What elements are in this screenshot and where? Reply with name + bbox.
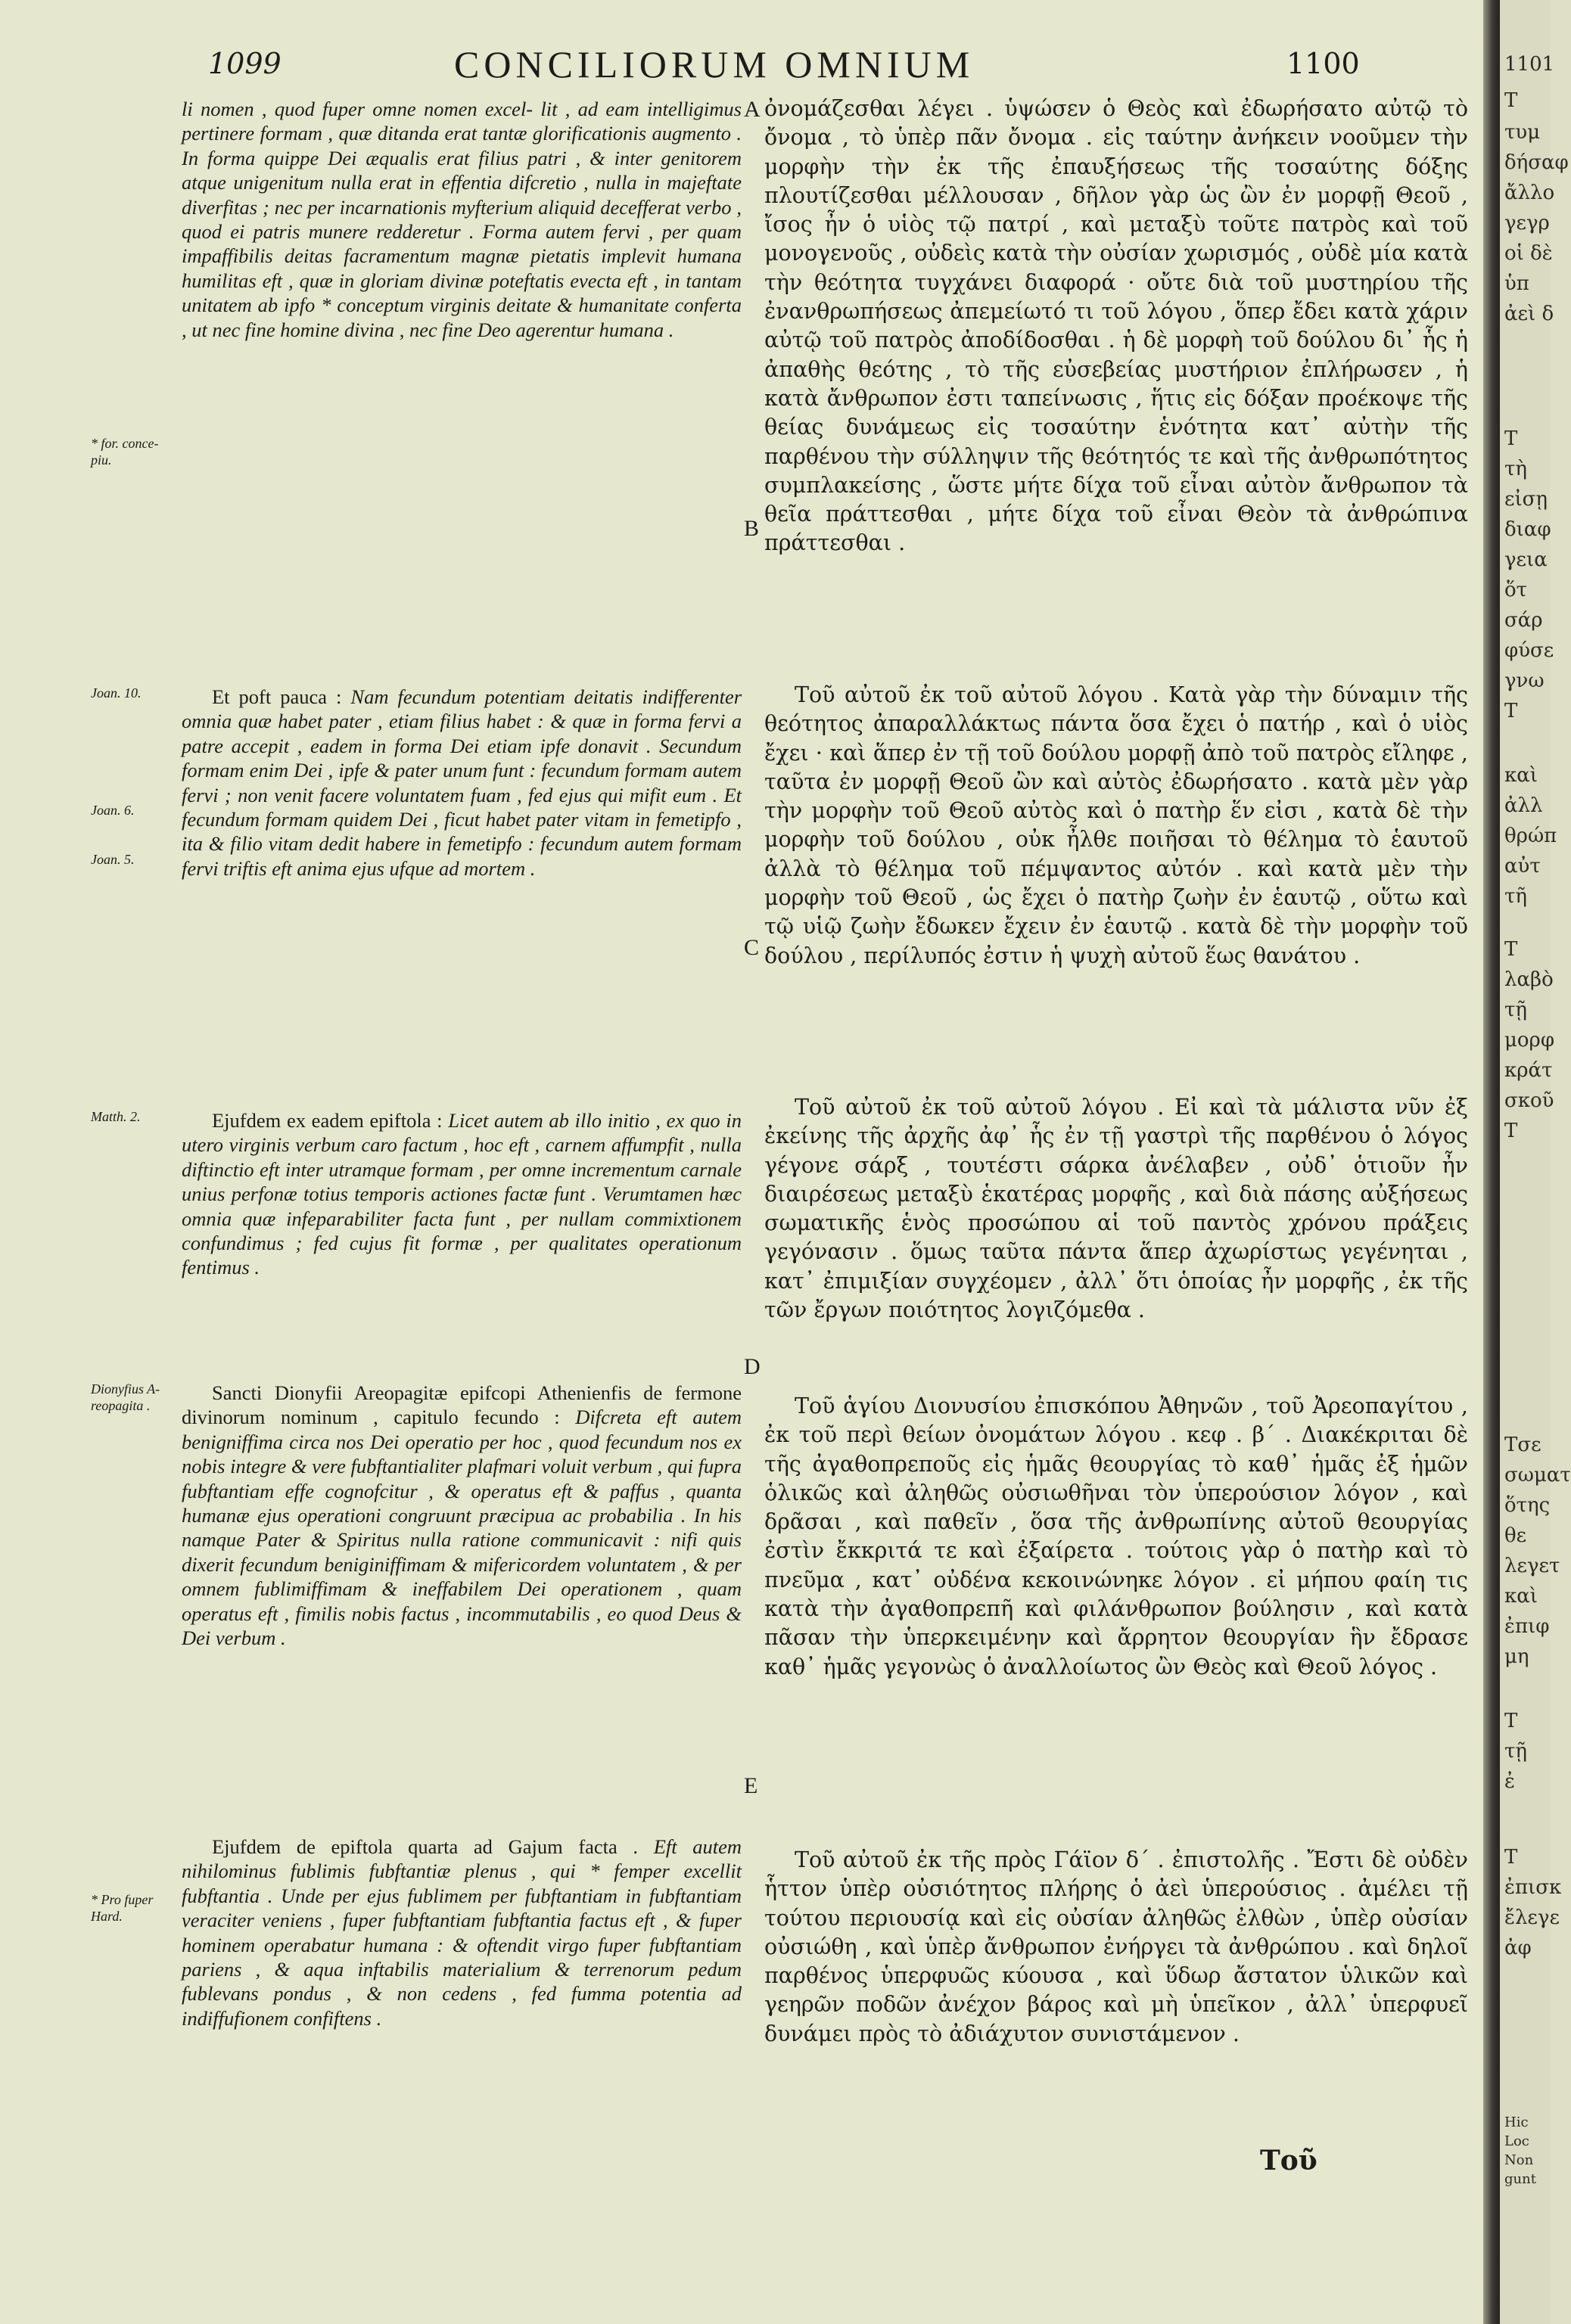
adjacent-text: θρώπ [1504,825,1557,847]
adjacent-text: 1101 [1504,53,1555,76]
adjacent-text: μορφ [1504,1029,1555,1052]
greek-text: ὀνομάζεσθαι λέγει . ὑψώσεν ὁ Θεὸς καὶ ἐδωρήσατο αὐτῷ τὸ ὄνομα , τὸ ὑπὲρ πᾶν ὄνομα . εἰς ταύτην ἀνήκειν νοοῦμεν τὴν μορφὴν τὴν ἐκ τῆς ἐπαυξήσεως τῆς τοσαύτης δόξης πλουτίζεσθαι μέλλουσαν , δῆλον γὰρ ὡς ὢν ἐν μορφῇ Θεοῦ , ἴσος ἦν ὁ υἱὸς τῷ πατρί , καὶ μεταξὺ τοῦτε πατρὸς καὶ τοῦ μονογενοῦς , οὐδεὶς κατὰ τὴν οὐσίαν χωρισμός , οὐδὲ μία κατὰ τὴν θεότητα τυγχάνει διαφορά · οὔτε διὰ τοῦ μυστηρίου τῆς ἐνανθρωπήσεως ἀπεμείωτό τι τοῦ λόγου , ὅπερ ἔδει κατὰ χάριν αὐτῷ τοῦ πατρὸς ἀποδίδοσθαι . ἡ δὲ μορφὴ τοῦ δούλου δι᾽ ἧς ἡ ἀπαθὴς θεότης , τὸ τῆς εὐσεβείας μυστήριον ἐπλήρωσεν , ἡ κατὰ ἄνθρωπον ἐστι ταπείνωσις , ἥτις εἰς δόξαν προέκοψε τῆς θείας δυνάμεως εἰς τοσαύτην ἑνότητα κατ᾽ αὐτὴν τῆς παρθένου τὴν σύλληψιν τῆς θεότητός τε καὶ τῆς ἀνθρωπότητος συμπλακείσης , ὥστε μήτε δίχα τοῦ εἶναι αὐτὸν ἄνθρωπον τὰ θεῖα πράττεσθαι , μήτε δίχα τοῦ εἶναι Θεὸν τὰ ἀνθρώπινα πράττεσθαι . [764,96,1468,556]
adjacent-text: τῇ [1504,999,1527,1021]
greek-lead: Τοῦ αὐτοῦ ἐκ τοῦ αὐτοῦ λόγου . [795,1095,1165,1120]
section-letter: C [744,935,760,960]
adjacent-text: ἀεὶ δ [1504,303,1554,325]
greek-paragraph [764,1392,1468,1682]
margin-note: Matth. 2. [91,1109,141,1124]
running-title: CONCILIORUM OMNIUM [454,43,975,85]
latin-paragraph [182,1108,742,1280]
adjacent-text: ὅτ [1504,579,1528,601]
adjacent-text: σκοῦ [1504,1089,1554,1112]
latin-paragraph [182,1381,742,1650]
adjacent-text: σωματ [1504,1464,1571,1487]
margin-note: Joan. 10. [91,685,142,701]
greek-paragraph [764,681,1468,971]
adjacent-text: γνω [1504,670,1545,692]
adjacent-text: τυμ [1504,121,1541,144]
adjacent-text: οἱ δὲ [1504,242,1553,265]
adjacent-text: δήσαφ [1504,151,1569,174]
adjacent-text: ὑπ [1504,272,1529,295]
latin-paragraph [182,97,742,342]
running-header [0,43,1483,92]
margin-note: Joan. 5. [91,852,135,867]
adjacent-text: μη [1504,1645,1529,1668]
latin-text: li nomen , quod fuper omne nomen excel- lit , ad eam intelligimus pertinere formam , quæ ditanda erat tantæ glorificationis augmento . In forma quippe Dei æqualis erat filius patri , & inter genitorem atque unigenitum nulla erat in effentia difcretio , nulla in majeftate diverfitas ; nec per incarnationis myfterium aliquid decefferat verbo , quod ei patris munere redderetur . Forma autem fervi , per quam impaffibilis deitas facramentum magnæ pietatis implevit humana humilitas eft , quæ in gloriam divinæ poteftatis evecta eft , in tantam unitatem ab ipfo * conceptum virginis deitate & humanitate conferta , ut nec fine homine divina , nec fine Deo agerentur humana . [182,98,742,341]
adjacent-text: γεγρ [1504,212,1550,235]
greek-paragraph [764,1846,1468,2049]
greek-lead: Τοῦ ἁγίου Διονυσίου ἐπισκόπου Ἀθηνῶν , τοῦ Ἀρεοπαγίτου , ἐκ τοῦ περὶ θείων ὀνομάτων λόγου . κεφ . β΄ . [764,1393,1468,1448]
adjacent-text: ἔλεγε [1504,1906,1560,1929]
section-letter: A [744,97,761,122]
greek-lead: Τοῦ αὐτοῦ ἐκ τῆς πρὸς Γάϊον δ΄ . ἐπιστολῆς . [795,1847,1300,1872]
adjacent-text: ἄλλο [1504,182,1555,204]
adjacent-text: τὴ [1504,458,1527,480]
greek-paragraph [764,95,1468,558]
catchword: Τοῦ [1260,2145,1317,2176]
margin-note: Dionyfius A- reopagita . [91,1381,160,1413]
adjacent-text: ὅτης [1504,1494,1551,1517]
latin-lead: Et poft pauca : [212,685,342,708]
adjacent-text: λεγετ [1504,1555,1560,1577]
latin-text: Eft autem nihilominus fublimis fubftantiæ plenus , qui * femper excellit fubftantia . Unde per ejus fublimem per fubftantiam in fubftantiam veraciter veniens , fuper fubftantiam fubftantia factus eft , & fuper hominem operabatur humana : & oftendit virgo fuper fubftantiam pariens , & aqua inftabilis materialium & terrenorum pedum fublevans pondus , & non cedens , fed fumma potentia ad indiffufionem confiftens . [182,1835,742,2030]
latin-text: Licet autem ab illo initio , ex quo in utero virginis verbum caro factum , hoc eft , carnem affumpfit , nulla diftinctio eft inter utramque formam , per omne incrementum carnale unius perfonæ totius temporis actiones factæ funt . Verumtamen hæc omnia quæ infeparabiliter facta funt , per nullam commixtionem confundimus ; fed cujus fit formæ , per qualitates operationum fentimus . [182,1109,742,1279]
adjacent-footnote: gunt [1504,2171,1536,2187]
margin-note: * for. conce- piu. [91,436,159,468]
greek-text: Ἔστι δὲ οὐδὲν ἧττον ὑπὲρ οὐσιότητος πλήρης ὁ ἀεὶ ὑπερούσιος . ἀμέλει τῇ τούτου περιουσίᾳ καὶ εἰς οὐσίαν ἀληθῶς ἐλθὼν , ὑπὲρ οὐσίαν οὐσιώθη , καὶ ὑπὲρ ἄνθρωπον ἐνήργει τὰ ἀνθρώπου . καὶ δηλοῖ παρθένος ὑπερφυῶς κύουσα , καὶ ὕδωρ ἄστατον ὑλικῶν καὶ γεηρῶν ποδῶν ἀνέχον βάρος καὶ μὴ ὑπεῖκον , ἀλλ᾽ ὑπερφυεῖ δυνάμει πρὸς τὸ ἀδιάχυτον συνιστάμενον . [764,1847,1469,2046]
adjacent-text: ἀφ [1504,1937,1532,1959]
adjacent-text: Τ [1504,700,1518,722]
latin-paragraph [182,1835,742,2030]
adjacent-text: Τσε [1504,1434,1541,1456]
adjacent-text: εἰσῃ [1504,488,1548,511]
adjacent-text: γεια [1504,548,1548,571]
latin-lead: Sancti Dionyfii Areopagitæ epifcopi Athenienfis de fermone divinorum nominum , capitulo fecundo : [182,1381,742,1429]
latin-lead: Ejufdem ex eadem epiftola : [212,1109,443,1132]
page-number-left: 1099 [208,47,282,80]
adjacent-text: Τ [1504,89,1518,112]
adjacent-text: διαφ [1504,518,1551,541]
greek-text: Διακέκριται δὲ τῆς ἀγαθοπρεποῦς εἰς ἡμᾶς θεουργίας τὸ καθ᾽ ἡμᾶς ἐξ ἡμῶν ὁλικῶς καὶ ἀληθῶς οὐσιωθῆναι τὸν ὑπερούσιον λόγον , καὶ δρᾶσαι , καὶ παθεῖν , ὅσα τῆς ἀνθρωπίνης αὐτοῦ θεουργίας ἐστὶν ἔκκριτά τε καὶ ἐξαίρετα . τούτοις γὰρ ὁ πατὴρ καὶ τὸ πνεῦμα , κατ᾽ οὐδένα κεκοινώνηκε λόγον . εἰ μήπου φαίη τις κατὰ τὴν ἀγαθοπρεπῆ καὶ φιλάνθρωπον βούλησιν , καὶ κατὰ πᾶσαν τὴν ὑπερκειμένην καὶ ἄρρητον θεουργίαν ἣν ἔδρασε καθ᾽ ἡμᾶς γεγονὼς ὁ ἀναλλοίωτος ὢν Θεὸς καὶ Θεοῦ λόγος . [764,1422,1468,1679]
adjacent-text: φύσε [1504,639,1554,662]
margin-note: Joan. 6. [91,803,135,818]
adjacent-text: αὐτ [1504,855,1541,878]
adjacent-text: τῆ [1504,885,1527,908]
adjacent-page-edge [1500,0,1571,2324]
greek-text: Κατὰ γὰρ τὴν δύναμιν τῆς θεότητος ἀπαραλλάκτως πάντα ὅσα ἔχει ὁ πατήρ , καὶ ὁ υἱὸς ἔχει · καὶ ἅπερ ἐν τῇ τοῦ δούλου μορφῇ ἀπὸ τοῦ πατρὸς εἴληφε , ταῦτα ἐν μορφῇ Θεοῦ ὢν καὶ αὐτὸς ἐδωρήσατο . κατὰ μὲν γὰρ τὴν μορφὴν τοῦ Θεοῦ αὐτὸς καὶ ὁ πατὴρ ἕν εἰσι , κατὰ δὲ τὴν μορφὴν τοῦ δούλου , οὐκ ἦλθε ποιῆσαι τὸ θέλημα τὸ ἑαυτοῦ ἀλλὰ τὸ θέλημα τοῦ πέμψαντος αὐτόν . καὶ κατὰ μὲν τὴν μορφὴν τοῦ Θεοῦ , ὡς ἔχει ὁ πατὴρ ζωὴν ἐν ἑαυτῷ , οὕτω καὶ τῷ υἱῷ ζωὴν ἔδωκεν ἔχειν ἐν ἑαυτῷ . κατὰ δὲ τὴν μορφὴν τοῦ δούλου , περίλυπός ἐστιν ἡ ψυχὴ αὐτοῦ ἕως θανάτου . [764,682,1469,968]
adjacent-text: ἀλλ [1504,794,1543,817]
adjacent-text: Τ [1504,1710,1518,1732]
adjacent-text: Τ [1504,938,1518,961]
adjacent-footnote: Hic [1504,2114,1529,2130]
adjacent-footnote: Non [1504,2152,1534,2168]
latin-lead: Ejufdem de epiftola quarta ad Gajum facta . [212,1835,639,1858]
adjacent-text: Τ [1504,1846,1518,1869]
greek-paragraph [764,1093,1468,1325]
section-letter: E [744,1773,758,1798]
adjacent-text: θε [1504,1524,1527,1547]
section-letter: B [744,516,760,541]
section-letter: D [744,1354,761,1379]
latin-paragraph [182,685,742,881]
adjacent-text: τῇ [1504,1740,1527,1763]
adjacent-text: Τ [1504,427,1518,450]
adjacent-text: καὶ [1504,1585,1538,1608]
margin-note: * Pro fuper Hard. [91,1892,154,1924]
adjacent-text: Τ [1504,1120,1518,1142]
latin-text: Difcreta eft autem benigniffima circa nos Dei operatio per hoc , quod fecundum nos ex nobis integre & vere fubftantialiter plafmari voluit verbum , qui fupra fubftantiam effe cognofcitur , & operatus eft & paffus , quanta humanæ ejus operationi congruunt præcipua ac probabilia . In his namque Pater & Spiritus nulla ratione communicavit : nifi quis dixerit fecundum beniginiffimam & mifericordem voluntatem , & per omnem fublimiffimam & ineffabilem Dei operationem , quam operatus eft , fimilis nobis factus , incommutabilis , eo quod Deus & Dei verbum . [182,1406,742,1650]
adjacent-footnote: Loc [1504,2133,1529,2149]
adjacent-text: ἐπισκ [1504,1876,1562,1899]
adjacent-text: καὶ [1504,764,1538,787]
adjacent-text: ἐ [1504,1770,1515,1793]
adjacent-text: ἐπιφ [1504,1615,1550,1638]
latin-text: Nam fecundum potentiam deitatis indifferenter omnia quæ habet pater , etiam filius habet : & quæ in forma fervi a patre accepit , eadem in forma Dei etiam ipfe donavit . Secundum formam enim Dei , ipfe & pater unum funt : fecundum formam autem fervi ; non venit facere voluntatem fuam , fed ejus qui mifit eum . Et fecundum formam quidem Dei , ficut habet pater vitam in femetipfo , ita & filio vitam dedit habere in femetipfo : fecundum autem formam fervi triftis eft anima ejus ufque ad mortem . [182,685,742,880]
page-number-right: 1100 [1286,47,1360,80]
book-gutter [1483,0,1500,2324]
greek-lead: Τοῦ αὐτοῦ ἐκ τοῦ αὐτοῦ λόγου . [795,682,1159,707]
adjacent-text: σάρ [1504,609,1543,632]
greek-text: Εἰ καὶ τὰ μάλιστα νῦν ἐξ ἐκείνης τῆς ἀρχῆς ἀφ᾽ ἧς ἐν τῇ γαστρὶ τῆς παρθένου ὁ λόγος γέγονε σάρξ , τουτέστι σάρκα ἀνέλαβεν , οὐδ᾽ ὁτιοῦν ἦν διαιρέσεως μεταξὺ ἑκατέρας μορφῆς , καὶ διὰ πάσης αὐξήσεως σωματικῆς ἑνὸς προσώπου αἱ τοῦ παντὸς χρόνου πράξεις γεγόνασιν . ὅμως ταῦτα πάντα ἅπερ ἀχωρίστως γεγένηται , κατ᾽ ἐπιμιξίαν συγχέομεν , ἀλλ᾽ ὅτι ὁποίας ἦν μορφῆς , ἐκ τῆς τῶν ἔργων ποιότητος λογιζόμεθα . [764,1095,1468,1323]
adjacent-text: λαβὸ [1504,968,1554,991]
adjacent-text: κράτ [1504,1059,1553,1082]
